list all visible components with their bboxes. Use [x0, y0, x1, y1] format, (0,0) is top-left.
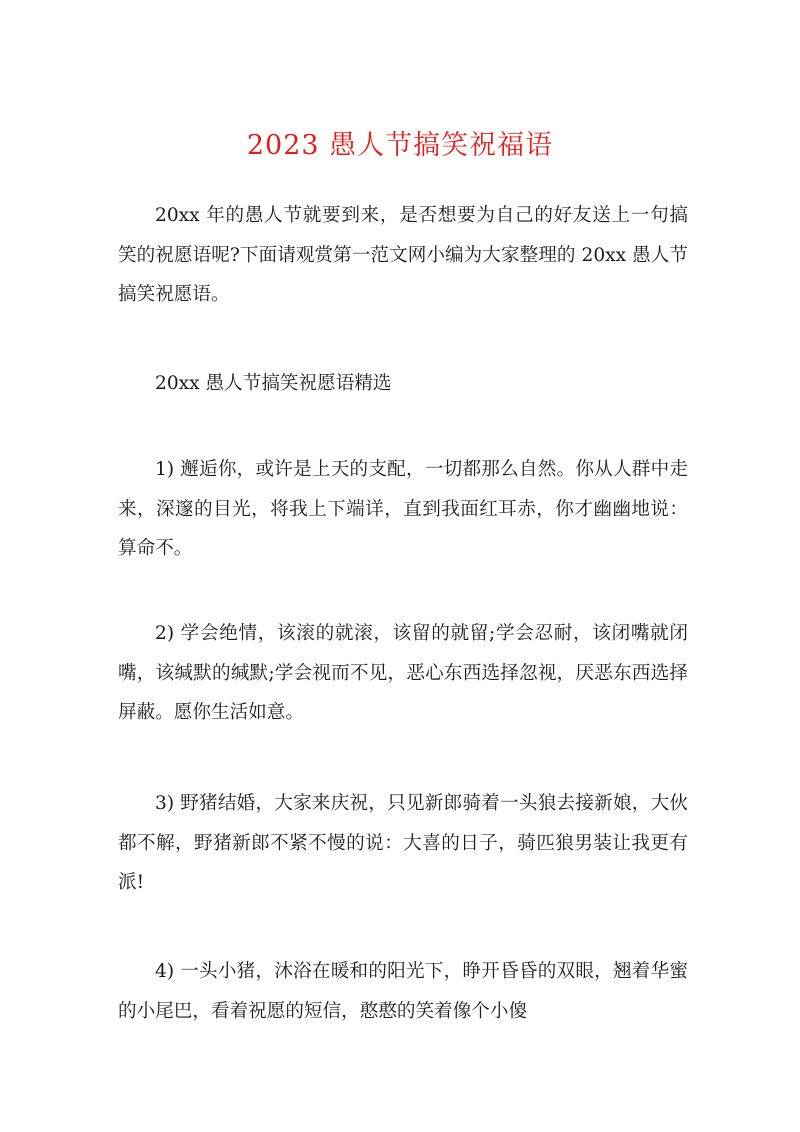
document-title: 2023 愚人节搞笑祝福语: [246, 130, 554, 161]
greeting-item-3: 3) 野猪结婚，大家来庆祝，只见新郎骑着一头狼去接新娘，大伙都不解，野猪新郎不紧不慢的说：大喜的日子，骑匹狼男装让我更有派!: [118, 793, 688, 893]
intro-paragraph: 20xx 年的愚人节就要到来，是否想要为自己的好友送上一句搞笑的祝愿语呢?下面请观赏第一范文网小编为大家整理的 20xx 愚人节搞笑祝愿语。: [118, 205, 688, 305]
section-heading: 20xx 愚人节搞笑祝愿语精选: [155, 373, 392, 394]
greeting-item-2: 2) 学会绝情，该滚的就滚，该留的就留;学会忍耐，该闭嘴就闭嘴，该缄默的缄默;学会视而不见，恶心东西选择忽视，厌恶东西选择屏蔽。愿你生活如意。: [118, 623, 688, 723]
greeting-item-4: 4) 一头小猪，沐浴在暖和的阳光下，睁开昏昏的双眼，翘着华蜜的小尾巴，看着祝愿的短信，憨憨的笑着像个小傻: [118, 961, 688, 1022]
greeting-item-1: 1) 邂逅你，或许是上天的支配，一切都那么自然。你从人群中走来，深邃的目光，将我上下端详，直到我面红耳赤，你才幽幽地说：算命不。: [118, 459, 688, 559]
